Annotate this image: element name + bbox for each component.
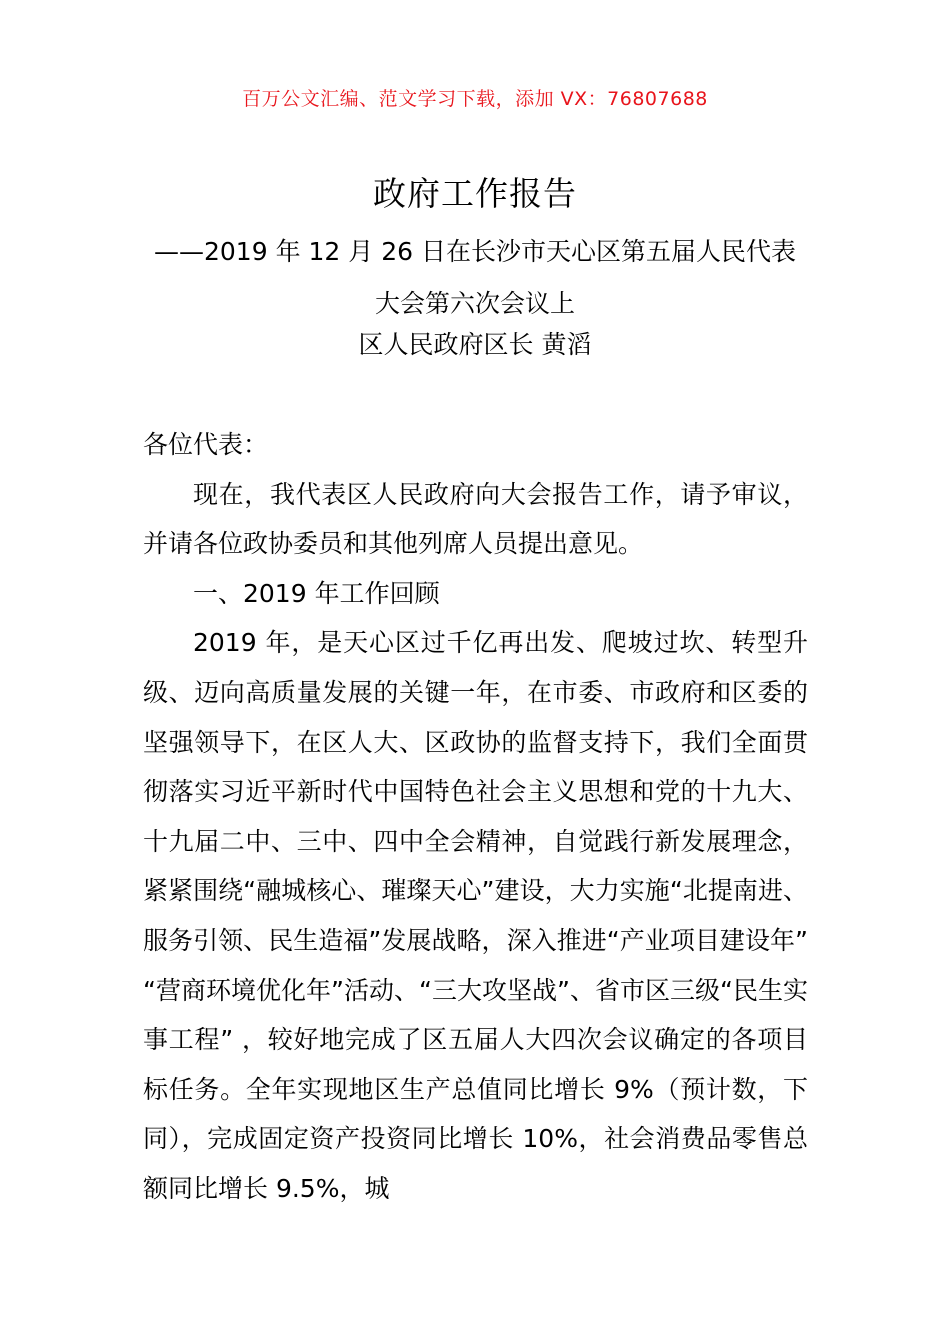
body-paragraph-intro: 现在，我代表区人民政府向大会报告工作，请予审议，并请各位政协委员和其他列席人员提出意见。 [143, 479, 808, 559]
document-title: 政府工作报告 [373, 174, 577, 213]
document-body [143, 420, 808, 1214]
document-author: 区人民政府区长 黄滔 [358, 330, 592, 359]
section-heading: 一、2019 年工作回顾 [193, 578, 440, 608]
document-subtitle: ——2019 年 12 月 26 日在长沙市天心区第五届人民代表大会第六次会议上 [154, 237, 796, 318]
promo-header-note: 百万公文汇编、范文学习下载，添加 VX：76807688 [242, 88, 708, 110]
salutation: 各位代表： [143, 430, 269, 459]
body-paragraph-review: 2019 年，是天心区过千亿再出发、爬坡过坎、转型升级、迈向高质量发展的关键一年，在市委、市政府和区委的坚强领导下，在区人大、区政协的监督支持下，我们全面贯彻落实习近平新时代中国特色社会主义思想和党的十九大、十九届二中、三中、四中全会精神，自觉践行新发展理念，紧紧围绕“融城核心、璀璨天心”建设，大力实施“北提南进、服务引领、民生造福”发展战略，深入推进“产业项目建设年” “营商环境优化年”活动、“三大攻坚战”、省市区三级“民生实事工程” ，较好地完成了区五届人大四次会议确定的各项目标任务。全年实现地区生产总值同比增长 9%（预计数，下同），完成固定资产投资同比增长 10%，社会消费品零售总额同比增长 9.5%，城 [143, 628, 808, 1203]
